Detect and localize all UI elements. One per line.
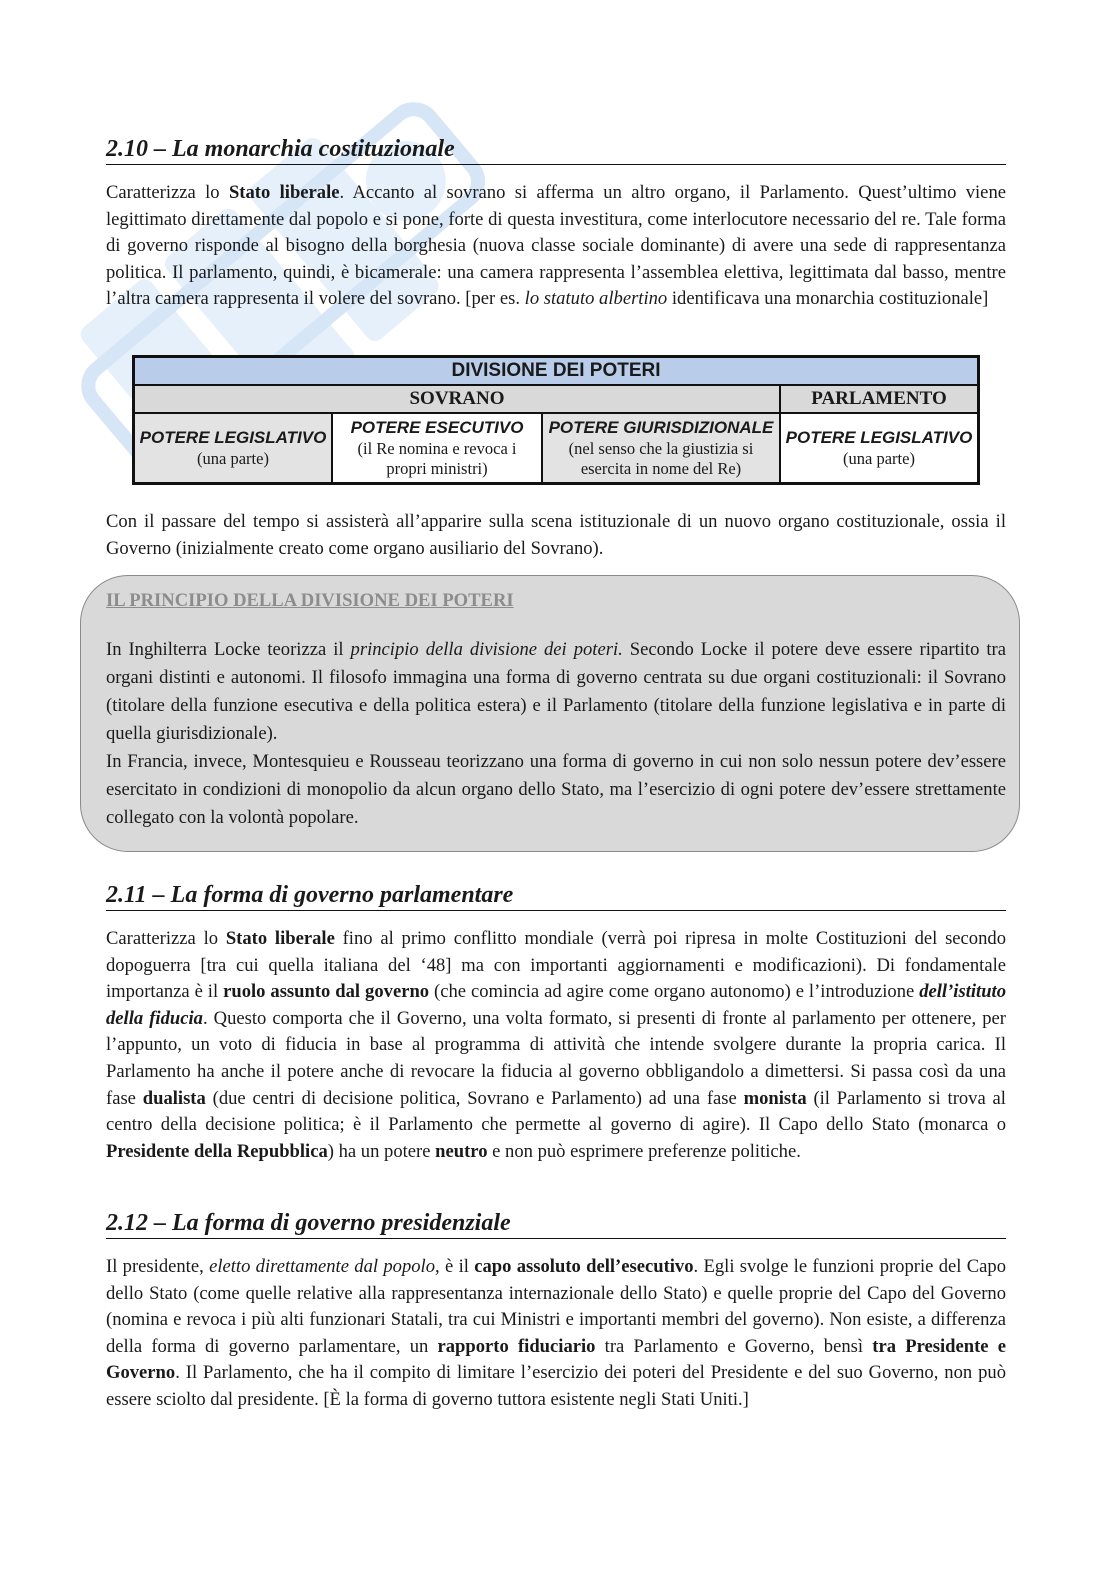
section-2-10-paragraph-2: Con il passare del tempo si assisterà all’apparire sulla scena istituzionale di un nuovo organo costituzionale, ossia il Governo (inizialmente creato come organo ausiliario del Sovrano). — [106, 511, 1006, 559]
box-content: In Inghilterra Locke teorizza il principio della divisione dei poteri. Secondo Locke il potere deve essere ripartito tra organi distinti e autonomi. Il filosofo immagina una forma di governo centrata su due organi costituzionali: il Sovrano (titolare della funzione esecutiva e della politica estera) e il Parlamento (titolare della funzione legislativa e in parte di quella giurisdizionale). In Francia, invece, Montesquieu e Rousseau teorizzano una forma di governo in cui non solo nessun potere dev’essere esercitato in condizioni di monopolio da alcun organo dello Stato, ma l’esercizio di ogni potere dev’essere strettamente collegato con la volontà popolare. — [106, 639, 1006, 828]
table-sovrano-header: SOVRANO — [134, 385, 781, 413]
table-cell-esecutivo: POTERE ESECUTIVO (il Re nomina e revoca i propri ministri) — [332, 413, 542, 484]
box-title: IL PRINCIPIO DELLA DIVISIONE DEI POTERI — [106, 590, 514, 611]
section-title-2-10: 2.10 – La monarchia costituzionale — [106, 134, 1006, 165]
table-cell-legislativo-sovrano: POTERE LEGISLATIVO (una parte) — [134, 413, 333, 484]
section-2-11-paragraph: Caratterizza lo Stato liberale fino al primo conflitto mondiale (verrà poi ripresa in molte Costituzioni del secondo dopoguerra [tra cui quella italiana del ‘48] ma con importanti aggiornamenti e modificazioni). Di fondamentale importanza è il ruolo assunto dal governo (che comincia ad agire come organo autonomo) e l’introduzione dell’istituto della fiducia. Questo comporta che il Governo, una volta formato, si presenti di fronte al parlamento per ottenere, per l’appunto, un voto di fiducia in base al programma di attività che intende svolgere durante la propria carica. Il Parlamento ha anche il potere anche di revocare la fiducia al governo obbligandolo a dimettersi. Si passa così da una fase dualista (due centri di decisione politica, Sovrano e Parlamento) ad una fase monista (il Parlamento si trova al centro della decisione politica; è il Parlamento che permette al governo di agire). Il Capo dello Stato (monarca o Presidente della Repubblica) ha un potere neutro e non può esprimere preferenze politiche. — [106, 928, 1006, 1162]
section-2-12 — [106, 1208, 1006, 1239]
table-header: DIVISIONE DEI POTERI — [134, 357, 979, 386]
section-title-2-12: 2.12 – La forma di governo presidenziale — [106, 1208, 1006, 1239]
section-title-2-11: 2.11 – La forma di governo parlamentare — [106, 880, 1006, 911]
table-cell-giurisdizionale: POTERE GIURISDIZIONALE (nel senso che la giustizia si esercita in nome del Re) — [542, 413, 780, 484]
section-2-11 — [106, 880, 1006, 911]
division-of-powers-table — [132, 355, 980, 485]
section-2-10 — [106, 134, 1006, 165]
section-2-10-paragraph: Caratterizza lo Stato liberale. Accanto al sovrano si afferma un altro organo, il Parlamento. Quest’ultimo viene legittimato direttamente dal popolo e si pone, forte di questa investitura, come interlocutore necessario del re. Tale forma di governo risponde al bisogno della borghesia (nuova classe sociale dominante) di avere una sede di rappresentanza politica. Il parlamento, quindi, è bicamerale: una camera rappresenta l’assemblea elettiva, legittimata dal basso, mentre l’altra camera rappresenta il volere del sovrano. [per es. lo statuto albertino identificava una monarchia costituzionale] — [106, 182, 1006, 310]
table-cell-legislativo-parlamento: POTERE LEGISLATIVO (una parte) — [780, 413, 979, 484]
table-parlamento-header: PARLAMENTO — [780, 385, 979, 413]
section-2-12-paragraph: Il presidente, eletto direttamente dal popolo, è il capo assoluto dell’esecutivo. Egli svolge le funzioni proprie del Capo dello Stato (come quelle relative alla rappresentanza internazionale dello Stato) e quelle proprie del Capo del Governo (nomina e revoca i più alti funzionari Statali, tra cui Ministri e importanti membri del governo). Non esiste, a differenza della forma di governo parlamentare, un rapporto fiduciario tra Parlamento e Governo, bensì tra Presidente e Governo. Il Parlamento, che ha il compito di limitare l’esercizio dei poteri del Presidente e del suo Governo, non può essere sciolto dal presidente. [È la forma di governo tuttora esistente negli Stati Uniti.] — [106, 1256, 1007, 1410]
